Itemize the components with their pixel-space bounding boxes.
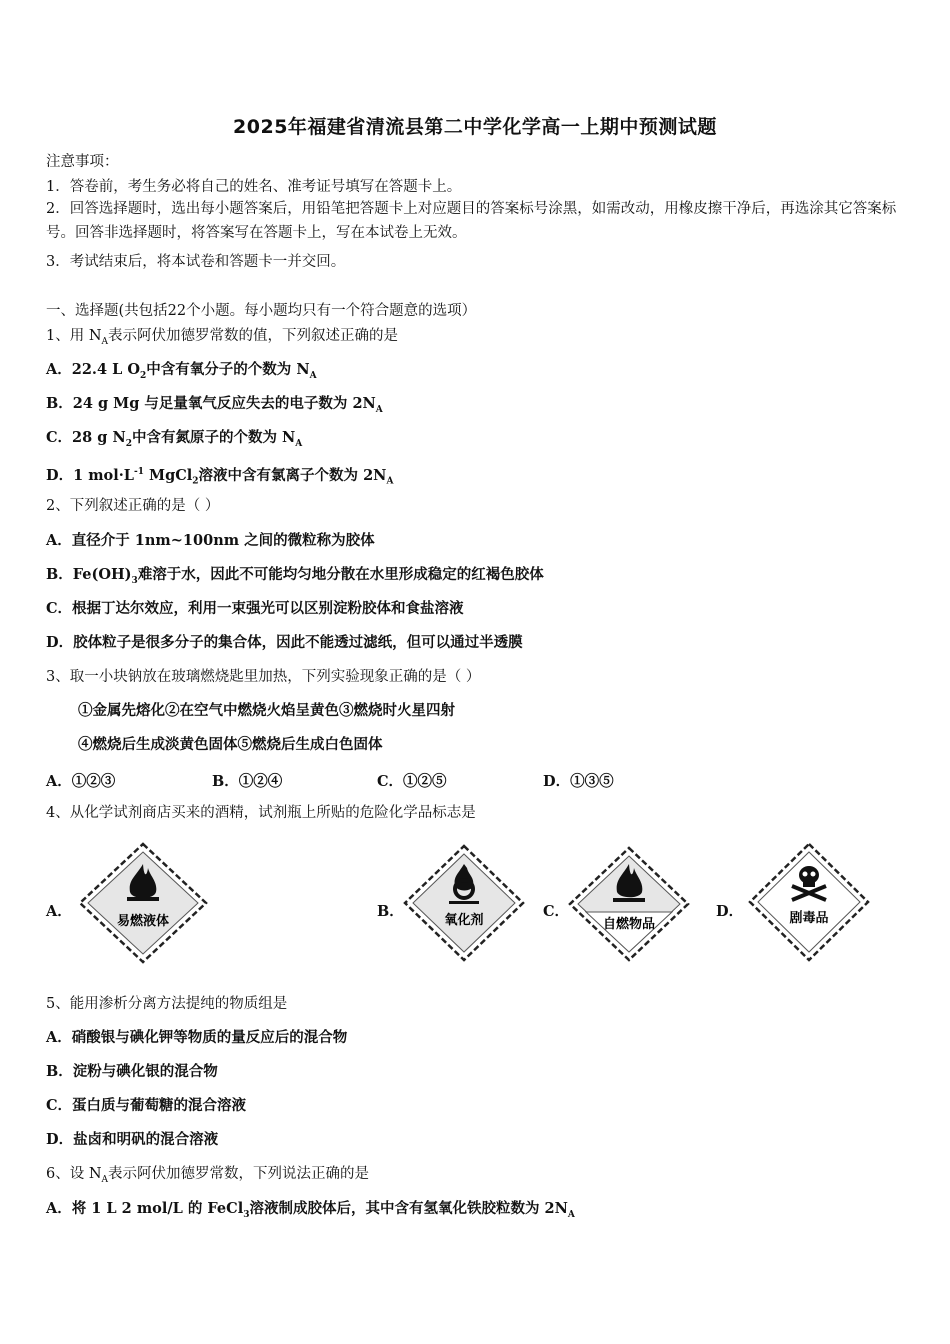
notice-heading: 注意事项： bbox=[46, 154, 119, 170]
q6-stem: 6、设 $N_A$表示阿伏加德罗常数，下列说法正确的是 bbox=[46, 1166, 370, 1185]
sign-text-a: 易燃液体 bbox=[116, 914, 170, 929]
q1-option-b: B．24 g Mg 与足量氧气反应失去的电子数为 $2N_A$ bbox=[46, 395, 383, 415]
sign-text-c: 自燃物品 bbox=[602, 917, 656, 932]
q2-option-c: C．根据丁达尔效应，利用一束强光可以区别淀粉胶体和食盐溶液 bbox=[46, 600, 464, 617]
q3-option-d: D．①③⑤ bbox=[543, 773, 614, 790]
toxic-sign bbox=[748, 842, 870, 962]
q3-stem: 3、取一小块钠放在玻璃燃烧匙里加热，下列实验现象正确的是（ ） bbox=[46, 669, 481, 685]
oxidizer-sign bbox=[403, 844, 525, 962]
q2-option-d: D．胶体粒子是很多分子的集合体，因此不能透过滤纸，但可以通过半透膜 bbox=[46, 634, 523, 651]
q5-stem: 5、能用渗析分离方法提纯的物质组是 bbox=[46, 996, 288, 1012]
notice-item-1: 1．答卷前，考生务必将自己的姓名、准考证号填写在答题卡上。 bbox=[46, 179, 462, 195]
q2-stem: 2、下列叙述正确的是（ ） bbox=[46, 498, 220, 514]
q3-statement-1: ①金属先熔化②在空气中燃烧火焰呈黄色③燃烧时火星四射 bbox=[78, 702, 455, 719]
spontaneously-combustible-sign bbox=[568, 846, 690, 962]
q1-option-c: C．28 g $N_2$中含有氮原子的个数为 $N_A$ bbox=[46, 429, 303, 449]
q3-option-c: C．①②⑤ bbox=[377, 773, 447, 790]
q3-option-b: B．①②④ bbox=[212, 773, 283, 790]
q2-option-b: B．$Fe(OH)_3$难溶于水，因此不可能均匀地分散在水里形成稳定的红褐色胶体 bbox=[46, 566, 544, 586]
q5-option-a: A．硝酸银与碘化钾等物质的量反应后的混合物 bbox=[46, 1029, 348, 1046]
sign-text-b: 氧化剂 bbox=[444, 913, 484, 928]
q2-option-a: A．直径介于 1nm~100nm 之间的微粒称为胶体 bbox=[46, 532, 375, 549]
q1-option-a: A．22.4 L $O_2$中含有氧分子的个数为 $N_A$ bbox=[46, 361, 317, 381]
notice-item-2: 2．回答选择题时，选出每小题答案后，用铅笔把答题卡上对应题目的答案标号涂黑，如需改动，用橡皮擦干净后，再选涂其它答案标号。回答非选择题时，将答案写在答题卡上，写在本试卷上无效。 bbox=[46, 201, 897, 241]
q1-stem: 1、用 $N_A$表示阿伏加德罗常数的值，下列叙述正确的是 bbox=[46, 328, 399, 347]
q3-option-a: A．①②③ bbox=[46, 773, 116, 790]
page-title: 2025年福建省清流县第二中学化学高一上期中预测试题 bbox=[233, 116, 717, 138]
flammable-liquid-sign bbox=[78, 842, 208, 964]
q6-option-a: A．将 1 L 2 mol/L 的 FeCl$_3$溶液制成胶体后，其中含有氢氧化铁胶粒数为 $2N_A$ bbox=[46, 1200, 575, 1220]
q5-option-d: D．盐卤和明矾的混合溶液 bbox=[46, 1131, 219, 1148]
q4-option-a-label: A． bbox=[46, 903, 72, 920]
q4-stem: 4、从化学试剂商店买来的酒精，试剂瓶上所贴的危险化学品标志是 bbox=[46, 805, 476, 821]
q4-option-b-label: B． bbox=[377, 903, 404, 920]
q5-option-c: C．蛋白质与葡萄糖的混合溶液 bbox=[46, 1097, 247, 1114]
notice-item-3: 3．考试结束后，将本试卷和答题卡一并交回。 bbox=[46, 254, 346, 270]
q5-option-b: B．淀粉与碘化银的混合物 bbox=[46, 1063, 218, 1080]
section-heading: 一、选择题(共包括22个小题。每小题均只有一个符合题意的选项） bbox=[46, 303, 477, 319]
sign-text-d: 剧毒品 bbox=[789, 911, 829, 926]
q4-option-d-label: D． bbox=[716, 903, 744, 920]
q1-option-d: D．1 $mol\cdot L^{-1}$ MgCl$_2$溶液中含有氯离子个数为 $2N_A$ bbox=[46, 466, 394, 487]
q3-statement-2: ④燃烧后生成淡黄色固体⑤燃烧后生成白色固体 bbox=[78, 736, 383, 753]
q4-option-c-label: C． bbox=[543, 903, 570, 920]
